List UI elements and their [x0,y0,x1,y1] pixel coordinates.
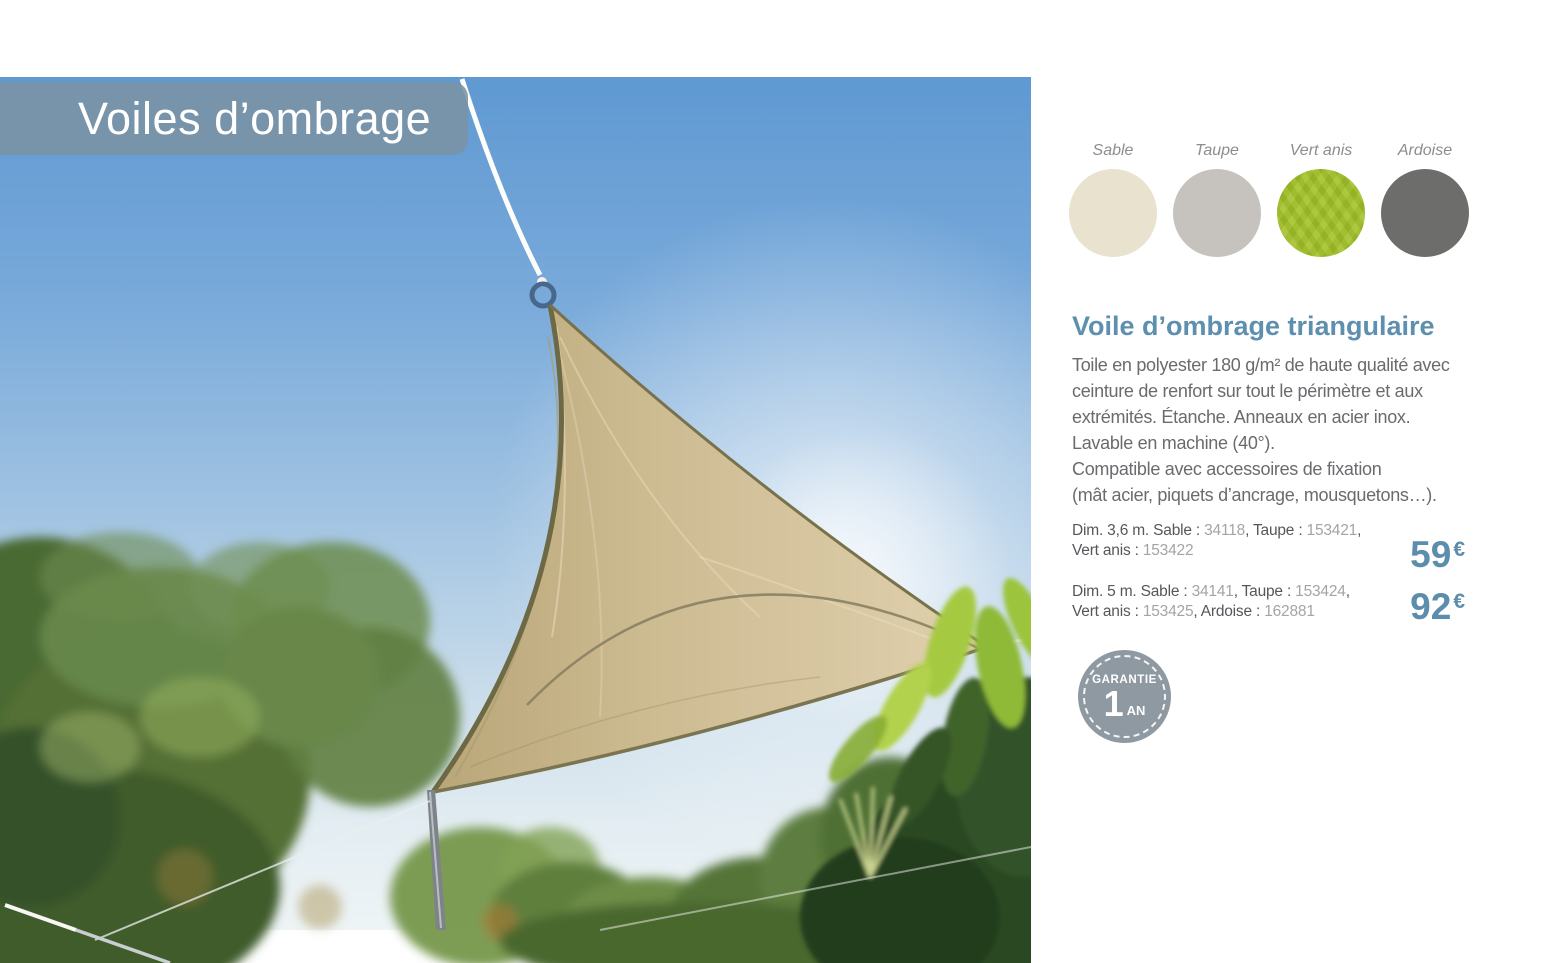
warranty-badge [1078,650,1171,743]
description-line: extrémités. Étanche. Anneaux en acier inox. [1072,407,1411,427]
euro-sign: € [1453,538,1465,561]
color-swatches [1069,141,1469,257]
photo-area [0,77,1031,963]
description-line: ceinture de renfort sur tout le périmètre et aux [1072,381,1423,401]
swatch-circle-sable [1069,169,1157,257]
product-photo [0,77,1031,963]
swatch-circle-vert-anis [1277,169,1365,257]
swatch-sable [1069,141,1157,257]
price-5m [1375,586,1465,628]
dimension-skus-5m [1072,582,1392,622]
swatch-ardoise [1381,141,1469,257]
product-description [1072,352,1450,508]
euro-sign: € [1453,590,1465,613]
swatch-circle-taupe [1173,169,1261,257]
sku-line: Dim. 5 m. Sable : 34141, Taupe : 153424, [1072,583,1350,600]
swatch-vert-anis [1277,141,1365,257]
description-line: Lavable en machine (40°). [1072,433,1275,453]
swatch-label: Ardoise [1397,142,1453,159]
swatch-taupe [1173,141,1261,257]
sku-line: Vert anis : 153422 [1072,542,1194,559]
swatch-circle-ardoise [1381,169,1469,257]
category-banner-title: Voiles d’ombrage [78,92,432,144]
price-value: 59 [1410,534,1452,575]
description-line: Compatible avec accessoires de fixation [1072,459,1382,479]
category-banner [0,82,468,155]
swatch-label: Vert anis [1289,142,1353,159]
dimension-skus-3-6m [1072,521,1392,561]
warranty-value: 1 [1103,682,1124,724]
sku-line: Dim. 3,6 m. Sable : 34118, Taupe : 153421, [1072,522,1362,539]
description-line: (mât acier, piquets d’ancrage, mousquetons…). [1072,485,1437,505]
price-3-6m [1375,534,1465,576]
swatch-label: Sable [1092,142,1134,159]
badge-dashed-ring [1083,655,1166,738]
swatch-label: Taupe [1195,142,1239,159]
description-line: Toile en polyester 180 g/m² de haute qualité avec [1072,355,1450,375]
warranty-label: GARANTIE [1092,673,1157,686]
sku-line: Vert anis : 153425, Ardoise : 162881 [1072,603,1315,620]
product-title: Voile d’ombrage triangulaire [1072,311,1435,341]
price-value: 92 [1410,586,1452,627]
warranty-unit: AN [1126,702,1146,718]
